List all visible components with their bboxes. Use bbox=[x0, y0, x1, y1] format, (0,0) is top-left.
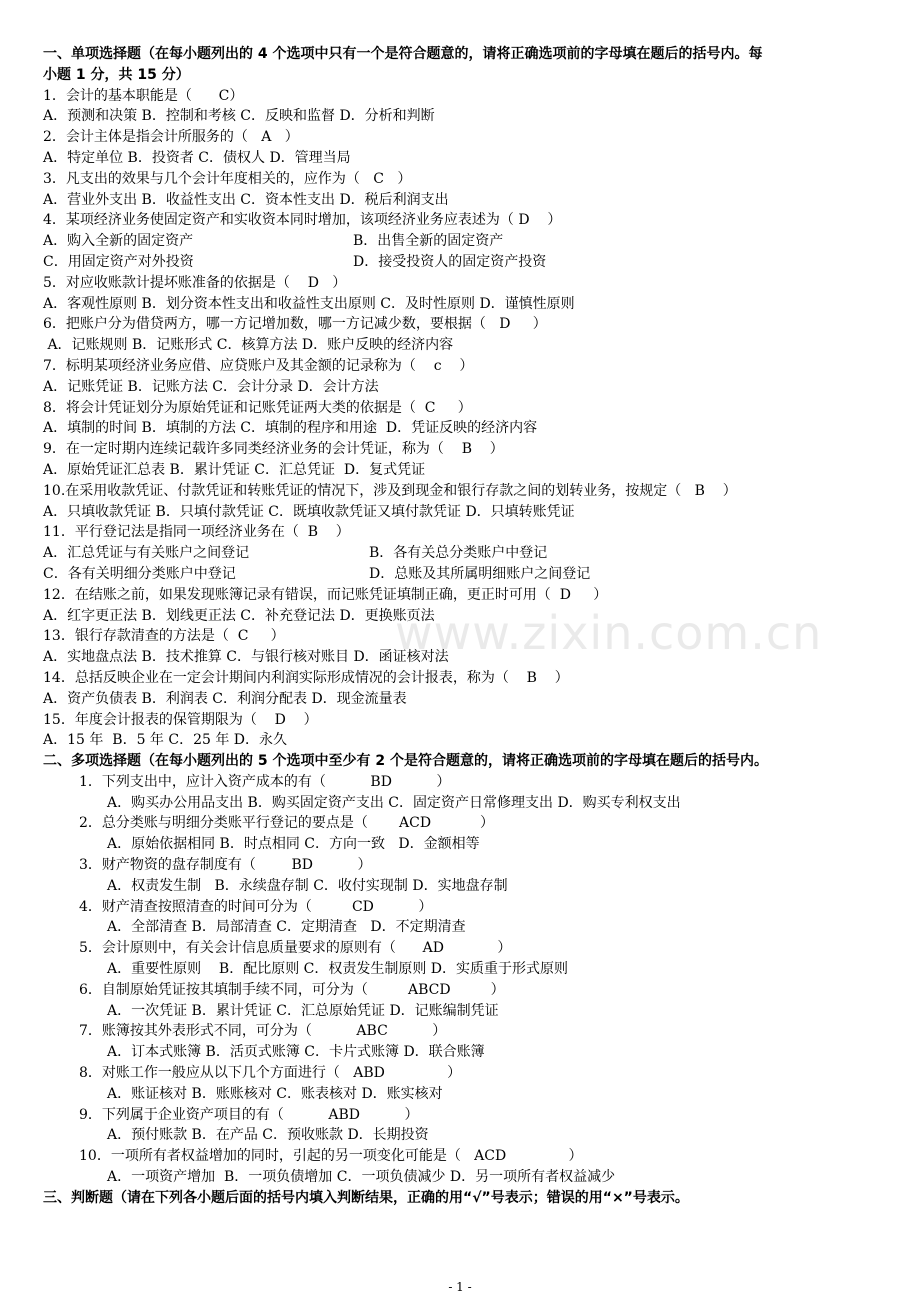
option: B．出售全新的固定资产 bbox=[353, 233, 504, 250]
q11-options-row bbox=[43, 543, 883, 564]
s1-line: 2．会计主体是指会计所服务的（ A ） bbox=[43, 129, 299, 146]
s1-line: A．实地盘点法 B．技术推算 C．与银行核对账目 D．函证核对法 bbox=[43, 649, 449, 666]
q11-options-row bbox=[43, 564, 883, 585]
s1-line: A．客观性原则 B．划分资本性支出和收益性支出原则 C．及时性原则 D．谨慎性原则 bbox=[43, 295, 575, 312]
section3-title: 三、判断题（请在下列各小题后面的括号内填入判断结果，正确的用“√”号表示；错误的用“×”号表示。 bbox=[43, 1189, 689, 1206]
s1-line: 4．某项经济业务使固定资产和实收资本同时增加，该项经济业务应表述为（ D ） bbox=[43, 212, 562, 229]
s1-line: A．资产负债表 B．利润表 C．利润分配表 D．现金流量表 bbox=[43, 690, 407, 707]
multi-options: A．一次凭证 B．累计凭证 C．汇总原始凭证 D．记账编制凭证 bbox=[107, 1002, 499, 1019]
option: B．各有关总分类账户中登记 bbox=[369, 545, 548, 562]
multi-options: A．一项资产增加 B．一项负债增加 C．一项负债减少 D．另一项所有者权益减少 bbox=[107, 1169, 616, 1186]
s1-line: 3．凡支出的效果与几个会计年度相关的，应作为（ C ） bbox=[43, 170, 412, 187]
multi-options: A．账证核对 B．账账核对 C．账表核对 D．账实核对 bbox=[107, 1085, 443, 1102]
multi-options: A．重要性原则 B．配比原则 C．权责发生制原则 D．实质重于形式原则 bbox=[107, 961, 569, 978]
s1-line: 12．在结账之前，如果发现账簿记录有错误，而记账凭证填制正确，更正时可用（ D ） bbox=[43, 586, 608, 603]
multi-question: 9．下列属于企业资产项目的有（ ABD ） bbox=[79, 1106, 419, 1123]
s1-line: 14．总括反映企业在一定会计期间内利润实际形成情况的会计报表，称为（ B ） bbox=[43, 669, 569, 686]
s1-line: 13．银行存款清查的方法是（ C ） bbox=[43, 628, 285, 645]
multi-question: 5．会计原则中，有关会计信息质量要求的原则有（ AD ） bbox=[79, 940, 512, 957]
multi-question: 1．下列支出中，应计入资产成本的有（ BD ） bbox=[79, 773, 451, 790]
s1-line: A．15 年 B．5 年 C．25 年 D．永久 bbox=[43, 732, 288, 749]
s1-line: A．原始凭证汇总表 B．累计凭证 C．汇总凭证 D．复式凭证 bbox=[43, 461, 426, 478]
section1-title-cont: 小题 1 分，共 15 分） bbox=[43, 66, 190, 83]
s1-line: 11．平行登记法是指同一项经济业务在（ B ） bbox=[43, 524, 350, 541]
s1-line: 10.在采用收款凭证、付款凭证和转账凭证的情况下，涉及到现金和银行存款之间的划转业务，按规定（ B ） bbox=[43, 482, 737, 499]
s1-line: A．红字更正法 B．划线更正法 C．补充登记法 D．更换账页法 bbox=[43, 607, 435, 624]
multi-question: 4．财产清查按照清查的时间可分为（ CD ） bbox=[79, 898, 433, 915]
page-number: - 1 - bbox=[448, 1280, 472, 1294]
s1-line: 5．对应收账款计提坏账准备的依据是（ D ） bbox=[43, 274, 347, 291]
section2-title: 二、多项选择题（在每小题列出的 5 个选项中至少有 2 个是符合题意的，请将正确选项前的字母填在题后的括号内。 bbox=[43, 753, 768, 770]
multi-options: A．预付账款 B．在产品 C．预收账款 D．长期投资 bbox=[107, 1127, 429, 1144]
multi-question: 3．财产物资的盘存制度有（ BD ） bbox=[79, 857, 372, 874]
q4-options-row bbox=[43, 231, 883, 252]
multi-question: 10．一项所有者权益增加的同时，引起的另一项变化可能是（ ACD ） bbox=[79, 1148, 583, 1165]
option: D．接受投资人的固定资产投资 bbox=[353, 253, 547, 270]
multi-options: A．全部清查 B．局部清查 C．定期清查 D．不定期清查 bbox=[107, 919, 466, 936]
multi-options: A．订本式账簿 B．活页式账簿 C．卡片式账簿 D．联合账簿 bbox=[107, 1044, 485, 1061]
multi-question: 8．对账工作一般应从以下几个方面进行（ ABD ） bbox=[79, 1065, 462, 1082]
option: A．汇总凭证与有关账户之间登记 bbox=[43, 545, 250, 562]
s1-line: A．预测和决策 B．控制和考核 C．反映和监督 D．分析和判断 bbox=[43, 108, 435, 125]
exam-page bbox=[43, 44, 883, 1209]
s1-line: A．特定单位 B．投资者 C．债权人 D．管理当局 bbox=[43, 149, 351, 166]
option: A．购入全新的固定资产 bbox=[43, 233, 194, 250]
multi-question: 7．账簿按其外表形式不同，可分为（ ABC ） bbox=[79, 1023, 447, 1040]
section1-title: 一、单项选择题（在每小题列出的 4 个选项中只有一个是符合题意的，请将正确选项前的字母填在题后的括号内。每 bbox=[43, 46, 763, 62]
s1-line: 9．在一定时期内连续记载许多同类经济业务的会计凭证，称为（ B ） bbox=[43, 441, 504, 458]
s1-line: A．填制的时间 B．填制的方法 C．填制的程序和用途 D．凭证反映的经济内容 bbox=[43, 420, 538, 437]
option: C．用固定资产对外投资 bbox=[43, 253, 194, 270]
watermark: www.zixin.com.cn bbox=[395, 606, 823, 660]
s1-line: A．营业外支出 B．收益性支出 C．资本性支出 D．税后利润支出 bbox=[43, 191, 449, 208]
multi-options: A．购买办公用品支出 B．购买固定资产支出 C．固定资产日常修理支出 D．购买专利权支出 bbox=[107, 794, 681, 811]
s1-line: A．记账规则 B．记账形式 C．核算方法 D．账户反映的经济内容 bbox=[43, 337, 454, 354]
s1-line: 1．会计的基本职能是（ C） bbox=[43, 87, 244, 104]
s1-line: 15．年度会计报表的保管期限为（ D ） bbox=[43, 711, 318, 728]
s1-line: A．记账凭证 B．记账方法 C．会计分录 D．会计方法 bbox=[43, 378, 379, 395]
s1-line: 7．标明某项经济业务应借、应贷账户及其金额的记录称为（ c ） bbox=[43, 357, 474, 374]
section2-list bbox=[43, 772, 883, 1188]
q4-options-row bbox=[43, 252, 883, 273]
multi-options: A．权责发生制 B．永续盘存制 C．收付实现制 D．实地盘存制 bbox=[107, 877, 508, 894]
multi-question: 2．总分类账与明细分类账平行登记的要点是（ ACD ） bbox=[79, 815, 495, 832]
multi-question: 6．自制原始凭证按其填制手续不同，可分为（ ABCD ） bbox=[79, 981, 505, 998]
option: D．总账及其所属明细账户之间登记 bbox=[369, 565, 591, 582]
s1-line: 6．把账户分为借贷两方，哪一方记增加数，哪一方记减少数，要根据（ D ） bbox=[43, 316, 547, 333]
option: C．各有关明细分类账户中登记 bbox=[43, 565, 236, 582]
s1-line: A．只填收款凭证 B．只填付款凭证 C．既填收款凭证又填付款凭证 D．只填转账凭证 bbox=[43, 503, 575, 520]
s1-line: 8．将会计凭证划分为原始凭证和记账凭证两大类的依据是（ C ） bbox=[43, 399, 472, 416]
multi-options: A．原始依据相同 B．时点相同 C．方向一致 D．金额相等 bbox=[107, 836, 480, 853]
